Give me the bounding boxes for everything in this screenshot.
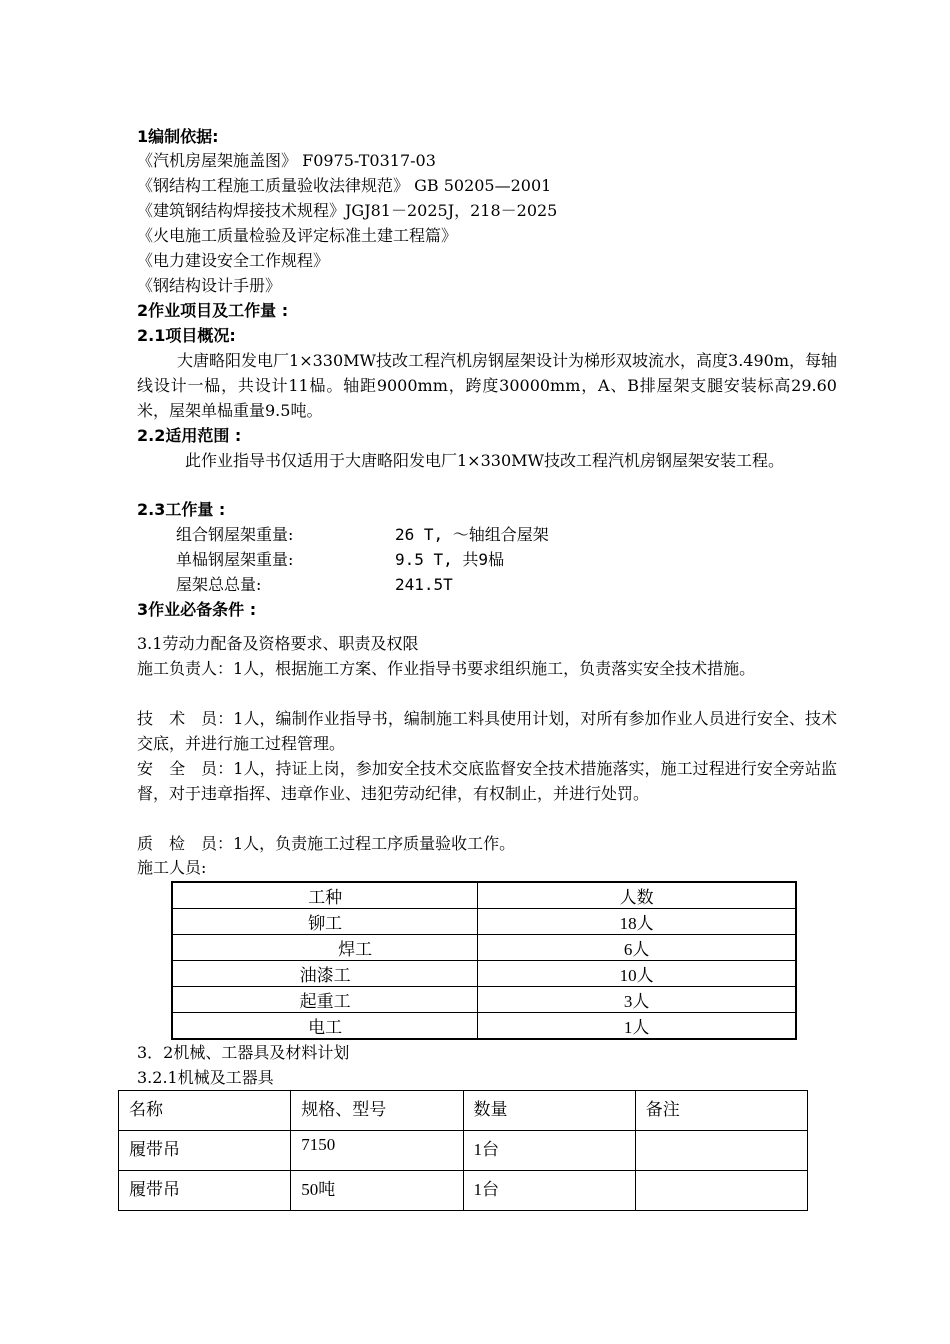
table-row [172,909,796,935]
table-header-cell: 数量 [463,1091,635,1131]
table-row [172,961,796,987]
workload-value: 26 T, ～轴组合屋架 [395,525,549,544]
workload-value: 9.5 T, 共9榀 [395,550,505,569]
reference-item: 《火电施工质量检验及评定标准土建工程篇》 [137,226,458,245]
table-cell: 6人 [478,935,796,961]
duty-item: 质 检 员：1人，负责施工过程工序质量验收工作。 [137,834,516,853]
workload-label: 单榀钢屋架重量: [176,550,294,569]
table-cell [635,1131,807,1171]
table-cell: 1台 [463,1171,635,1211]
equipment-table [118,1090,808,1211]
duty-item: 技 术 员：1人，编制作业指导书，编制施工料具使用计划，对所有参加作业人员进行安全、技术交底，并进行施工过程管理。 [137,709,837,753]
section-2-heading: 2作业项目及工作量 : [137,301,289,320]
reference-item: 《建筑钢结构焊接技术规程》JGJ81－2025J，218－2025 [137,201,558,220]
workload-label: 组合钢屋架重量: [176,525,294,544]
reference-item: 《钢结构工程施工质量验收法律规范》 GB 50205—2001 [137,176,552,195]
table-cell: 7150 [291,1131,463,1171]
table-header-cell: 规格、型号 [291,1091,463,1131]
section-2-1-heading: 2.1项目概况: [137,326,236,345]
table-row [119,1131,808,1171]
table-row [119,1171,808,1211]
scope-text: 此作业指导书仅适用于大唐略阳发电厂1×330MW技改工程汽机房钢屋架安装工程。 [185,451,784,470]
section-2-3-heading: 2.3工作量 : [137,500,226,519]
table-cell: 10人 [478,961,796,987]
section-3-heading: 3作业必备条件 : [137,600,257,619]
table-header-row [119,1091,808,1131]
section-3-2-heading: 3．2机械、工器具及材料计划 [137,1043,350,1062]
section-2-2-heading: 2.2适用范围 : [137,426,242,445]
table-cell: 50吨 [291,1171,463,1211]
reference-item: 《电力建设安全工作规程》 [137,251,330,270]
table-cell: 履带吊 [119,1171,291,1211]
table-header-cell: 人数 [478,882,796,909]
table-header-row [172,882,796,909]
reference-item: 《汽机房屋架施盖图》 F0975-T0317-03 [137,151,436,170]
table-cell: 履带吊 [119,1131,291,1171]
reference-item: 《钢结构设计手册》 [137,276,282,295]
table-cell: 铆工 [172,909,478,935]
table-cell: 1台 [463,1131,635,1171]
section-3-2-1-heading: 3.2.1机械及工器具 [137,1068,274,1087]
crew-label: 施工人员: [137,858,207,877]
table-cell: 电工 [172,1013,478,1040]
table-cell: 起重工 [172,987,478,1013]
table-header-cell: 名称 [119,1091,291,1131]
table-cell [635,1171,807,1211]
table-header-cell: 备注 [635,1091,807,1131]
crew-table [171,881,797,1040]
workload-value: 241.5T [395,575,453,594]
table-cell: 18人 [478,909,796,935]
table-row [172,935,796,961]
table-cell: 3人 [478,987,796,1013]
workload-label: 屋架总总量: [176,575,262,594]
section-3-1-heading: 3.1劳动力配备及资格要求、职责及权限 [137,634,419,653]
section-1-heading: 1编制依据: [137,127,219,146]
duty-item: 安 全 员：1人，持证上岗，参加安全技术交底监督安全技术措施落实，施工过程进行安全旁站监督，对于违章指挥、违章作业、违犯劳动纪律，有权制止，并进行处罚。 [137,759,837,803]
project-overview-text: 大唐略阳发电厂1×330MW技改工程汽机房钢屋架设计为梯形双坡流水，高度3.490m，每轴线设计一榀，共设计11榀。轴距9000mm，跨度30000mm，A、B排屋架支腿安装标高29.60米，屋架单榀重量9.5吨。 [137,351,837,420]
table-row [172,1013,796,1040]
duty-item: 施工负责人：1人，根据施工方案、作业指导书要求组织施工，负责落实安全技术措施。 [137,659,756,678]
table-header-cell: 工种 [172,882,478,909]
table-cell: 油漆工 [172,961,478,987]
table-cell: 焊工 [172,935,478,961]
table-cell: 1人 [478,1013,796,1040]
table-row [172,987,796,1013]
